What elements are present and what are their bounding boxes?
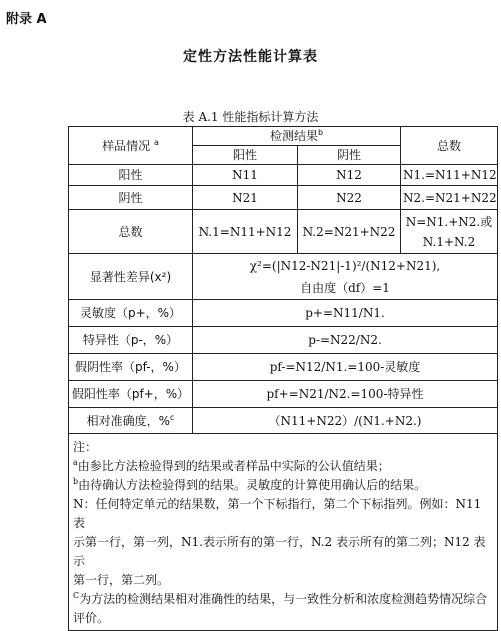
row-label-false-negative: 假阴性率（pf-，%）	[69, 354, 193, 381]
cell-n22: N22	[298, 186, 401, 210]
table-row	[69, 381, 498, 408]
chi-formula-line2: 自由度（df）=1	[300, 280, 390, 295]
cell-n1-total: N1.=N11+N12	[401, 165, 498, 186]
grand-total-line2: N.1+N.2	[422, 234, 476, 249]
table-caption: 表 A.1 性能指标计算方法	[182, 110, 319, 124]
note-n-line3: 第一行，第二列。	[73, 573, 170, 587]
note-a-mark: a	[73, 458, 78, 467]
notes-heading: 注：	[73, 440, 98, 454]
cell-n11: N11	[193, 165, 298, 186]
cell-n21: N21	[193, 186, 298, 210]
note-b-mark: b	[73, 477, 79, 486]
row-label-specificity: 特异性（p-，%）	[69, 327, 193, 354]
cell-n2-total: N2.=N21+N22	[401, 186, 498, 210]
row-label-positive: 阳性	[69, 165, 193, 186]
header-test-result-label: 检测结果	[269, 129, 318, 143]
appendix-label: 附录 A	[6, 12, 47, 27]
cell-sensitivity-formula: p+=N11/N1.	[193, 300, 498, 327]
table-row	[69, 254, 498, 300]
cell-col1-total: N.1=N11+N12	[193, 210, 298, 254]
row-label-false-positive: 假阳性率（pf+，%）	[69, 381, 193, 408]
cell-col2-total: N.2=N21+N22	[298, 210, 401, 254]
grand-total-line1: N=N1.+N2.或	[405, 214, 493, 229]
row-label-sensitivity: 灵敏度（p+，%）	[69, 300, 193, 327]
cell-n12: N12	[298, 165, 401, 186]
table-row	[69, 354, 498, 381]
note-b	[73, 476, 493, 495]
note-a-text: 由参比方法检验得到的结果或者样品中实际的公认值结果；	[77, 459, 390, 473]
table-row	[69, 327, 498, 354]
footnote-mark-a: a	[153, 137, 159, 147]
header-test-result	[193, 127, 401, 146]
note-n-line1: N：任何特定单元的结果数，第一个下标指行，第二个下标指列。例如：N11 表	[73, 497, 482, 530]
notes-cell	[69, 434, 498, 631]
header-sample-situation	[69, 127, 193, 165]
table-row	[69, 210, 498, 254]
row-label-chi-square: 显著性差异(x²)	[69, 254, 193, 300]
header-negative: 阴性	[298, 146, 401, 165]
table-row	[69, 300, 498, 327]
note-a	[73, 457, 493, 476]
note-n-line2: 示第一行，第一列，N1.表示所有的第一行，N.2 表示所有的第二列；N12 表示	[73, 535, 486, 568]
row-label-relative-accuracy	[69, 408, 193, 434]
header-sample-label: 样品情况	[102, 138, 151, 153]
header-total: 总数	[401, 127, 498, 165]
table-row	[69, 408, 498, 434]
note-c	[73, 590, 493, 609]
footnote-mark-b: b	[317, 128, 324, 137]
notes-row	[69, 434, 498, 631]
document-title: 定性方法性能计算表	[183, 49, 318, 65]
cell-grand-total	[401, 210, 498, 254]
cell-accuracy-formula: （N11+N22）/(N1.+N2.)	[193, 408, 498, 434]
cell-false-negative-formula: pf-=N12/N1.=100-灵敏度	[193, 354, 498, 381]
note-c-line2: 评价。	[73, 611, 110, 625]
table-row	[69, 186, 498, 210]
footnote-mark-c: c	[170, 412, 175, 422]
chi-formula-line1: χ²=(|N12-N21|-1)²/(N12+N21),	[249, 258, 441, 273]
note-b-text: 由待确认方法检验得到的结果。灵敏度的计算使用确认后的结果。	[78, 478, 427, 492]
header-positive: 阳性	[193, 146, 298, 165]
table-row	[69, 165, 498, 186]
accuracy-label: 相对准确度，%	[86, 413, 170, 428]
cell-false-positive-formula: pf+=N21/N2.=100-特异性	[193, 381, 498, 408]
performance-table	[68, 126, 498, 631]
cell-specificity-formula: p-=N22/N2.	[193, 327, 498, 354]
cell-chi-square-formula	[193, 254, 498, 300]
row-label-total: 总数	[69, 210, 193, 254]
note-c-mark: C	[73, 591, 80, 600]
row-label-negative: 阴性	[69, 186, 193, 210]
note-c-text: 为方法的检测结果相对准确性的结果，与一致性分析和浓度检测趋势情况综合	[79, 592, 488, 606]
